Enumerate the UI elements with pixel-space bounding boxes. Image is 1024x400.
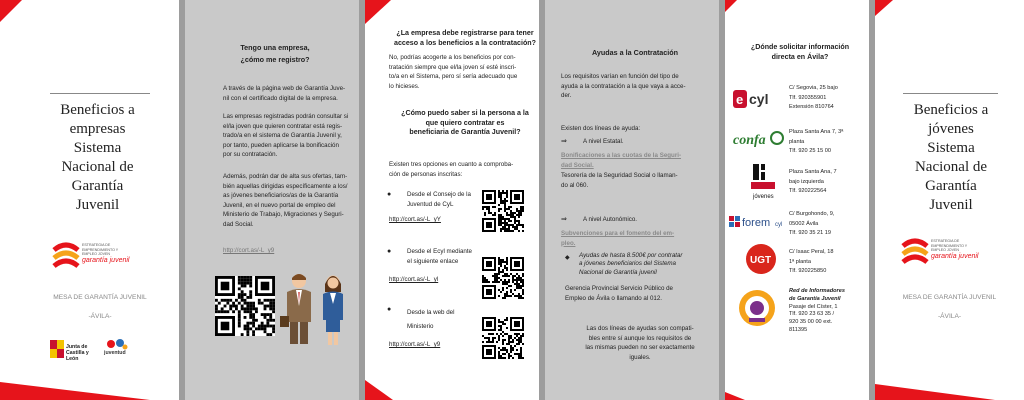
paragraph bbox=[565, 324, 715, 362]
section-heading: Tengo una empresa, bbox=[240, 43, 310, 52]
text-line: las mismas pueden no ser exactamente bbox=[585, 344, 695, 352]
text-line: Tlf. 920 35 21 19 bbox=[789, 230, 831, 236]
text-line: el/la joven que quieren contratar está regis- bbox=[223, 122, 343, 130]
text-line: trado/a en el sistema de Garantía Juvenil y, bbox=[223, 132, 342, 140]
mesa-label: MESA DE GARANTÍA JUVENIL bbox=[53, 294, 147, 301]
text-line: ción de personas inscritas: bbox=[389, 170, 463, 178]
text-line: 920 35 00 00 ext. bbox=[789, 319, 833, 326]
text-line: a jóvenes beneficiarios del Sistema bbox=[579, 260, 676, 268]
bullet-icon: ● bbox=[387, 191, 392, 198]
ugt-icon bbox=[745, 243, 777, 275]
text-line: Juvenil, en el nuevo portal de empleo del bbox=[223, 201, 336, 209]
text-line: Tlf. 920 23 63 35 / bbox=[789, 311, 835, 318]
text-line: Tlf. 920225850 bbox=[789, 268, 827, 274]
text-line: C/ Segovia, 25 bajo bbox=[789, 85, 838, 91]
title-line: Sistema bbox=[927, 140, 975, 156]
text-line: do al 060. bbox=[561, 181, 589, 189]
text-line: dad Social. bbox=[561, 161, 594, 169]
text-line: pleo. bbox=[561, 239, 576, 247]
ecyl-icon bbox=[733, 88, 793, 112]
svg-text:forem: forem bbox=[742, 217, 771, 229]
title-line: Garantía bbox=[71, 178, 124, 194]
text-line: Las dos líneas de ayudas son compati- bbox=[586, 325, 694, 332]
title-line: empresas bbox=[69, 121, 126, 137]
divider-line bbox=[903, 93, 998, 94]
text-line: lo hicieses. bbox=[389, 82, 420, 90]
svg-text:cyl: cyl bbox=[775, 222, 783, 228]
logo-brand: garantía juvenil bbox=[931, 253, 979, 260]
registro-link[interactable]: http://cort.as/-L_y9 bbox=[223, 247, 275, 254]
text-line: 05002 Ávila bbox=[789, 220, 819, 227]
paragraph bbox=[565, 284, 673, 303]
paragraph bbox=[389, 53, 539, 91]
junta-text: Castilla y León bbox=[66, 350, 89, 362]
ccoo-logo bbox=[749, 162, 779, 202]
title-line: Beneficios a bbox=[913, 102, 989, 118]
text-line: Además, podrán dar de alta sus ofertas, tam- bbox=[223, 173, 348, 180]
cover-title bbox=[881, 101, 1021, 215]
text-line: C/ Isaac Peral, 18 bbox=[789, 249, 834, 255]
qr-code-icon bbox=[482, 317, 524, 359]
panel-beneficios bbox=[365, 0, 545, 400]
option-link[interactable]: http://cort.as/-L_yl bbox=[389, 276, 439, 283]
juventud-logo bbox=[104, 338, 134, 366]
contact-info bbox=[789, 84, 838, 113]
text-line: por su contratación. bbox=[223, 151, 278, 159]
qr-code-icon bbox=[482, 257, 524, 299]
contact-info bbox=[789, 128, 843, 157]
text-line: Ministerio de Trabajo, Migraciones y Seguri- bbox=[223, 211, 344, 219]
text-line: planta bbox=[789, 138, 805, 145]
logo-caption: EMPRENDIMIENTO Y bbox=[82, 247, 119, 252]
confae-logo bbox=[733, 128, 787, 152]
title-line: jóvenes bbox=[928, 121, 974, 137]
text-line: Desde la web del bbox=[407, 309, 455, 316]
garantia-juvenil-logo bbox=[899, 236, 1009, 272]
text-line: ayuda a la contratación a la que vaya a acce- bbox=[561, 82, 686, 90]
text-line: Tlf. 920 25 15 00 bbox=[789, 148, 831, 154]
confae-icon bbox=[733, 128, 787, 152]
auto-link[interactable] bbox=[561, 229, 674, 248]
option-link[interactable]: http://cort.as/-L_y9 bbox=[389, 341, 441, 348]
title-line: Juvenil bbox=[75, 197, 120, 213]
svg-text:UGT: UGT bbox=[750, 255, 772, 266]
section-heading: ¿La empresa debe registrarse para tener bbox=[396, 29, 534, 37]
svg-text:confa: confa bbox=[733, 133, 766, 148]
section-heading: que quiero contratar es bbox=[425, 118, 505, 127]
shield-icon bbox=[50, 340, 64, 358]
text-line: bles entre sí aunque los requisitos de bbox=[588, 334, 692, 342]
divider-line bbox=[50, 93, 150, 94]
red-informadores-icon bbox=[737, 288, 777, 328]
text-line: Tlf. 920355901 bbox=[789, 94, 827, 101]
business-people-icon bbox=[277, 270, 357, 348]
text-line: tratación siempre que el/la joven sí esté inscri- bbox=[389, 63, 517, 71]
logo-caption: EMPLEO JOVEN bbox=[931, 248, 959, 252]
paragraph bbox=[389, 160, 539, 179]
section-heading: ¿cómo me registro? bbox=[240, 55, 310, 64]
panel-cover-jovenes bbox=[875, 0, 1024, 400]
city-label: -ÁVILA- bbox=[88, 313, 112, 320]
text-line: Las empresas registradas podrán consultar si bbox=[223, 113, 349, 120]
option-link[interactable]: http://cort.as/-L_yY bbox=[389, 216, 441, 223]
bullet-icon: ● bbox=[387, 248, 392, 255]
text-line: Nacional de Garantía juvenil bbox=[579, 268, 657, 276]
forem-logo bbox=[729, 212, 789, 232]
panel-registro bbox=[185, 0, 365, 400]
text-line: Existen dos líneas de ayuda: bbox=[561, 125, 641, 132]
garantia-logo-icon bbox=[50, 240, 82, 270]
text-line: Extensión 810764 bbox=[789, 104, 834, 110]
text-line: Ayudas de hasta 8.500€ por contratar bbox=[579, 252, 683, 259]
text-line: de Garantía Juvenil bbox=[789, 295, 841, 302]
text-line: No, podrías acogerte a los beneficios por con- bbox=[389, 54, 516, 61]
text-line: Juventud de CyL bbox=[407, 200, 454, 208]
section-heading: directa en Ávila? bbox=[771, 53, 829, 61]
ecyl-logo bbox=[733, 88, 793, 112]
text-line: Plaza Santa Ana 7, 3ª bbox=[789, 129, 844, 135]
contact-info bbox=[789, 168, 837, 197]
logo-caption: EMPLEO JOVEN bbox=[82, 252, 110, 256]
title-line: Nacional de bbox=[914, 159, 988, 175]
level-label: A nivel Estatal. bbox=[583, 138, 624, 145]
contact-info bbox=[789, 248, 833, 277]
text-line: Desde el Consejo de la bbox=[407, 191, 471, 198]
bullet-icon: ◆ bbox=[565, 255, 570, 261]
text-line: por tanto, pueden aplicarse la bonificación bbox=[223, 141, 339, 149]
text-line: Empleo de Ávila o llamando al 012. bbox=[565, 294, 662, 302]
arrow-icon: ⇒ bbox=[561, 216, 567, 223]
garantia-juvenil-logo bbox=[50, 240, 150, 275]
text-line: Gerencia Provincial Servicio Público de bbox=[565, 285, 673, 292]
city-label: -ÁVILA- bbox=[937, 313, 962, 320]
arrow-icon: ⇒ bbox=[561, 138, 567, 145]
paragraph bbox=[223, 112, 363, 160]
text-line: Subvenciones para el fomento del em- bbox=[561, 230, 675, 237]
bullet-icon: ● bbox=[387, 306, 392, 313]
svg-text:cyl: cyl bbox=[749, 91, 769, 107]
text-line: A través de la página web de Garantía Juve- bbox=[223, 85, 346, 92]
svg-text:jóvenes: jóvenes bbox=[753, 194, 774, 200]
title-line: Nacional de bbox=[61, 159, 134, 175]
option-text bbox=[407, 247, 472, 266]
paragraph bbox=[561, 72, 721, 101]
logo-caption: ESTRATEGIA DE bbox=[931, 239, 960, 243]
paragraph bbox=[579, 252, 682, 277]
option-text bbox=[407, 306, 454, 335]
title-line: Beneficios a bbox=[60, 102, 135, 118]
text-line: Red de Informadores bbox=[789, 288, 845, 294]
section-heading: acceso a los beneficios a la contratación? bbox=[394, 38, 536, 47]
text-line: Plaza Santa Ana, 7 bbox=[789, 169, 837, 175]
forem-icon bbox=[729, 212, 791, 232]
title-line: Juvenil bbox=[929, 197, 973, 213]
section-heading: ¿Dónde solicitar información bbox=[750, 43, 850, 51]
junta-text: Junta de bbox=[66, 344, 88, 350]
title-line: Garantía bbox=[925, 178, 977, 194]
red-informadores-logo bbox=[737, 288, 777, 328]
section-heading: ¿Cómo puedo saber si la persona a la bbox=[401, 109, 529, 117]
logo-caption: ESTRATEGIA DE bbox=[82, 243, 111, 247]
contact-info bbox=[789, 288, 845, 335]
svg-text:e: e bbox=[736, 92, 744, 107]
dots-icon bbox=[106, 338, 128, 350]
text-line: bién aquellas dirigidas específicamente a los/ bbox=[223, 182, 348, 190]
text-line: 1ª planta bbox=[789, 258, 811, 265]
text-line: Los requisitos varían en función del tipo de bbox=[561, 73, 679, 80]
logo-caption: EMPRENDIMIENTO Y bbox=[931, 243, 968, 248]
paragraph bbox=[223, 84, 363, 103]
state-link[interactable] bbox=[561, 151, 681, 170]
text-line: bajo izquierda bbox=[789, 178, 824, 185]
ccoo-icon bbox=[749, 162, 779, 202]
contact-info bbox=[789, 210, 834, 239]
text-line: el siguiente enlace bbox=[407, 257, 459, 265]
text-line: iguales. bbox=[629, 353, 651, 361]
panel-ayudas bbox=[545, 0, 725, 400]
text-line: as jóvenes beneficiarios/as de la Garantía bbox=[223, 192, 339, 200]
text-line: Existen tres opciones en cuanto a comproba- bbox=[389, 161, 514, 168]
text-line: Desde el Ecyl mediante bbox=[407, 248, 473, 255]
text-line: to/a en el Sistema, pero sí sería adecuado que bbox=[389, 73, 518, 81]
qr-code-icon bbox=[215, 276, 275, 336]
title-line: Sistema bbox=[73, 140, 122, 156]
section-heading: beneficiaria de Garantía Juvenil? bbox=[409, 128, 521, 136]
paragraph bbox=[223, 172, 363, 230]
option-text bbox=[407, 190, 471, 209]
text-line: dad Social. bbox=[223, 221, 254, 229]
text-line: Tesorería de la Seguridad Social o llaman- bbox=[561, 172, 678, 179]
text-line: Pasaje del Císter, 1 bbox=[789, 303, 838, 310]
text-line: Tlf. 920222564 bbox=[789, 188, 827, 194]
panel-contactos bbox=[725, 0, 875, 400]
panel-cover-empresas bbox=[0, 0, 185, 400]
level-label: A nivel Autonómico. bbox=[583, 216, 638, 223]
text-line: C/ Burgohondo, 9, bbox=[789, 211, 835, 217]
text-line: der. bbox=[561, 92, 572, 100]
juventud-text: juventud bbox=[104, 350, 126, 356]
qr-code-icon bbox=[482, 190, 524, 232]
ugt-logo bbox=[745, 243, 777, 275]
text-line: 811395 bbox=[789, 327, 808, 334]
logo-brand: garantía juvenil bbox=[82, 257, 130, 264]
mesa-label: MESA DE GARANTÍA JUVENIL bbox=[902, 294, 997, 301]
text-line: nil con el certificado digital de la empresa. bbox=[223, 94, 338, 102]
cover-title bbox=[30, 101, 165, 215]
junta-cyl-logo bbox=[50, 338, 100, 368]
paragraph bbox=[561, 171, 678, 190]
text-line: Bonificaciones a las cuotas de la Seguri- bbox=[561, 152, 682, 159]
text-line: Ministerio bbox=[407, 323, 434, 331]
section-heading: Ayudas a la Contratación bbox=[591, 48, 678, 57]
garantia-logo-icon bbox=[899, 236, 931, 266]
